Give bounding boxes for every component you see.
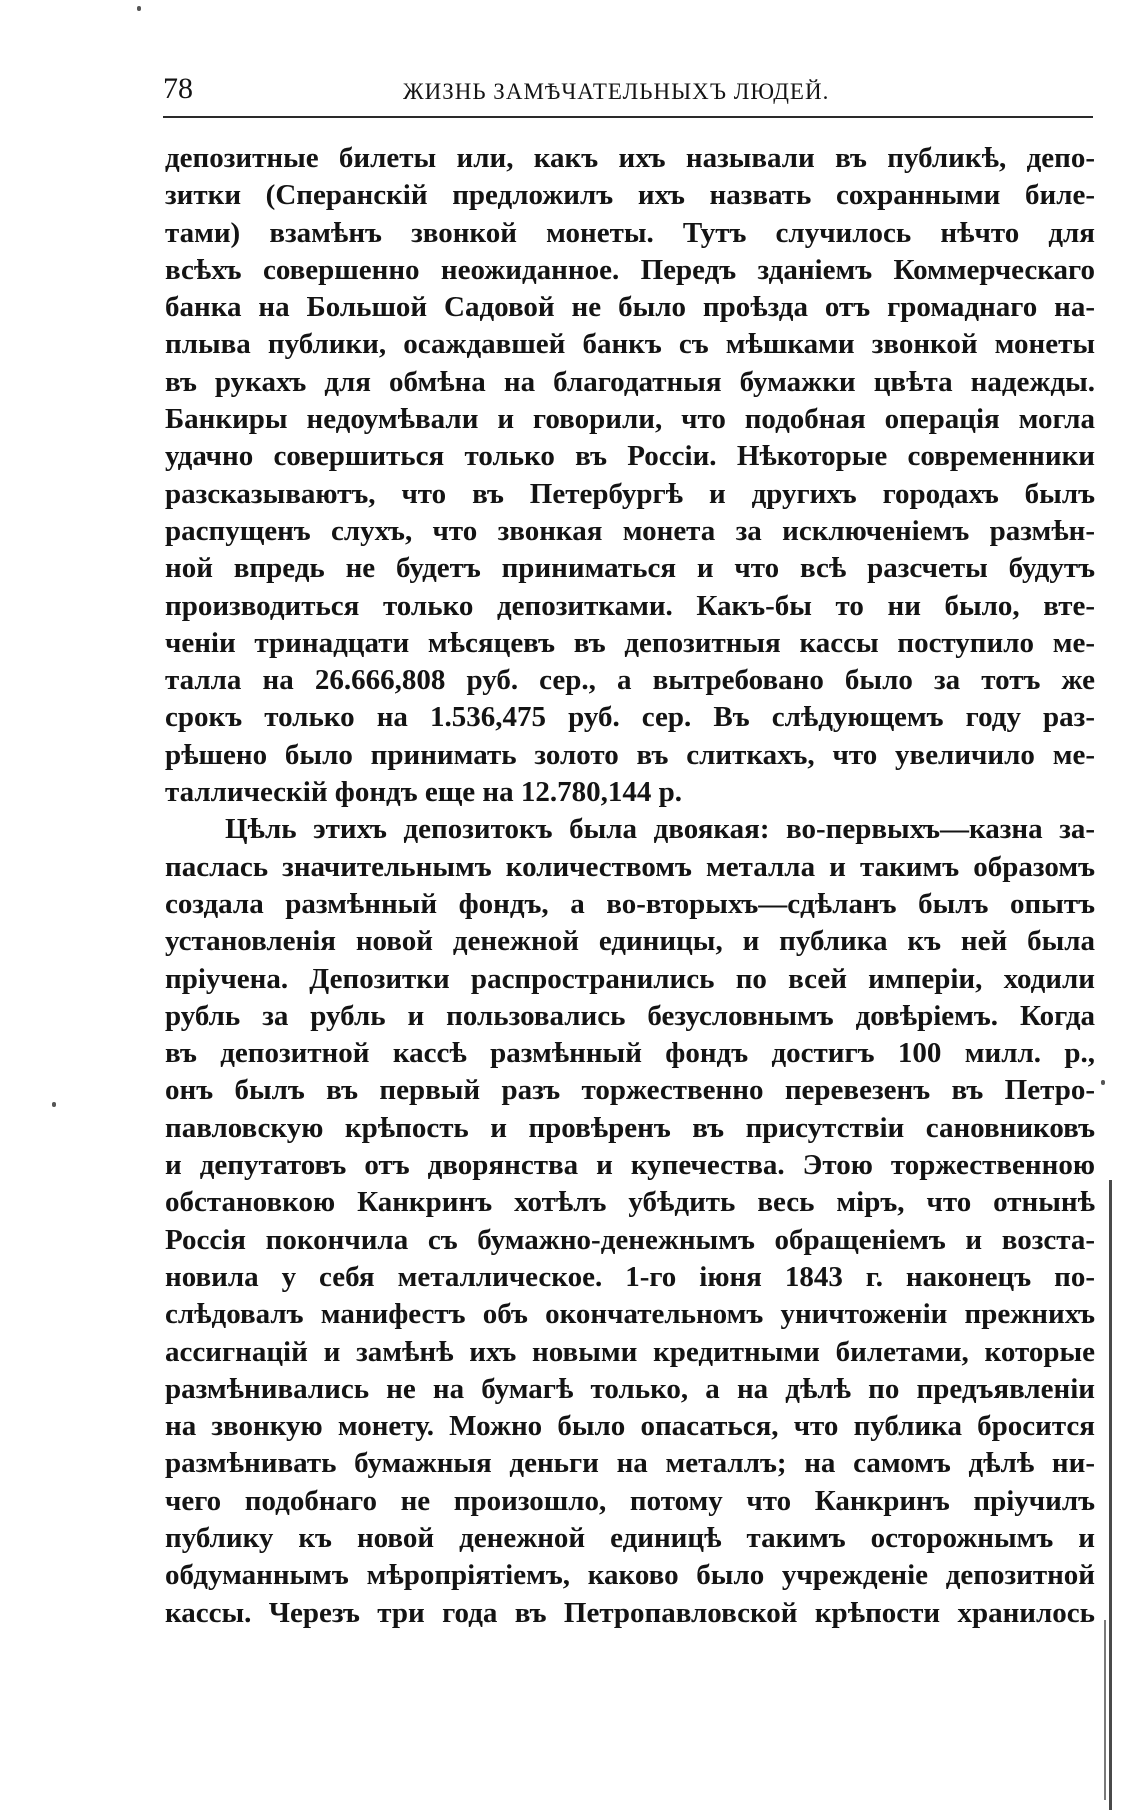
text-line: таллическій фондъ еще на 12.780,144 р. <box>165 776 682 809</box>
text-line: срокъ только на 1.536,475 руб. сер. Въ слѣдующемъ году раз- <box>165 701 1095 734</box>
text-line: установленія новой денежной единицы, и публика къ ней была <box>165 925 1095 958</box>
text-line: рубль за рубль и пользовались безусловнымъ довѣріемъ. Когда <box>165 999 1095 1032</box>
text-line: онъ былъ въ первый разъ торжественно перевезенъ въ Петро- <box>165 1074 1095 1107</box>
scan-edge-line <box>1109 1180 1112 1810</box>
text-line: всѣхъ совершенно неожиданное. Передъ зданіемъ Коммерческаго <box>165 253 1095 286</box>
text-line: Россія покончила съ бумажно-денежнымъ обращеніемъ и возста- <box>165 1223 1095 1256</box>
text-line: публику къ новой денежной единицѣ такимъ осторожнымъ и <box>165 1521 1095 1554</box>
text-line: тами) взамѣнъ звонкой монеты. Тутъ случилось нѣчто для <box>165 216 1095 249</box>
text-line: ной впредь не будетъ приниматься и что всѣ разсчеты будутъ <box>165 552 1095 585</box>
text-line: рѣшено было принимать золото въ слиткахъ, что увеличило ме- <box>165 738 1095 771</box>
running-title: ЖИЗНЬ ЗАМѢЧАТЕЛЬНЫХЪ ЛЮДЕЙ. <box>403 79 830 104</box>
text-line: ченіи тринадцати мѣсяцевъ въ депозитныя кассы поступило ме- <box>165 626 1095 659</box>
scan-speck <box>1101 1080 1105 1085</box>
page-number: 78 <box>163 72 193 105</box>
text-line: чего подобнаго не произошло, потому что Канкринъ пріучилъ <box>165 1484 1095 1517</box>
scan-speck <box>137 6 141 11</box>
text-line: зитки (Сперанскій предложилъ ихъ назвать сохранными биле- <box>165 179 1095 212</box>
scan-edge-shadow <box>1104 1620 1106 1800</box>
text-line: кассы. Черезъ три года въ Петропавловской крѣпости хранилось <box>165 1596 1095 1629</box>
text-line: распущенъ слухъ, что звонкая монета за исключеніемъ размѣн- <box>165 514 1095 547</box>
text-line: плыва публики, осаждавшей банкъ съ мѣшками звонкой монеты <box>165 328 1095 361</box>
text-line: банка на Большой Садовой не было проѣзда отъ громаднаго на- <box>165 291 1095 324</box>
text-line: ассигнацій и замѣнѣ ихъ новыми кредитными билетами, которые <box>165 1335 1095 1368</box>
text-line: обдуманнымъ мѣропріятіемъ, каково было учрежденіе депозитной <box>165 1559 1095 1592</box>
text-line: разсказываютъ, что въ Петербургѣ и другихъ городахъ былъ <box>165 477 1095 510</box>
page-header <box>163 72 1093 114</box>
text-line: паслась значительнымъ количествомъ металла и такимъ образомъ <box>165 850 1095 883</box>
text-line: производиться только депозитками. Какъ-бы то ни было, вте- <box>165 589 1095 622</box>
text-line: пріучена. Депозитки распространились по всей имперіи, ходили <box>165 962 1095 995</box>
text-line: въ рукахъ для обмѣна на благодатныя бумажки цвѣта надежды. <box>165 365 1095 398</box>
text-line: павловскую крѣпость и провѣренъ въ присутствіи сановниковъ <box>165 1111 1095 1144</box>
text-line: создала размѣнный фондъ, а во-вторыхъ—сдѣланъ былъ опытъ <box>165 887 1095 920</box>
text-line: размѣнивались не на бумагѣ только, а на дѣлѣ по предъявленіи <box>165 1372 1095 1405</box>
text-line: слѣдовалъ манифестъ объ окончательномъ уничтоженіи прежнихъ <box>165 1298 1095 1331</box>
body-text <box>165 140 1095 1632</box>
text-line: обстановкою Канкринъ хотѣлъ убѣдить весь міръ, что отнынѣ <box>165 1186 1095 1219</box>
text-line: въ депозитной кассѣ размѣнный фондъ достигъ 100 милл. р., <box>165 1037 1095 1070</box>
paragraph-1 <box>165 140 1095 811</box>
scan-speck <box>52 1102 56 1107</box>
text-line: депозитные билеты или, какъ ихъ называли въ публикѣ, депо- <box>165 142 1095 174</box>
header-rule <box>163 116 1093 118</box>
text-line: Цѣль этихъ депозитокъ была двоякая: во-первыхъ—казна за- <box>225 813 1095 846</box>
paragraph-2 <box>165 811 1095 1632</box>
text-line: и депутатовъ отъ дворянства и купечества. Этою торжественною <box>165 1149 1095 1182</box>
text-line: новила у себя металлическое. 1-го іюня 1843 г. наконецъ по- <box>165 1260 1095 1293</box>
text-line: Банкиры недоумѣвали и говорили, что подобная операція могла <box>165 403 1095 436</box>
text-line: талла на 26.666,808 руб. сер., а вытребовано было за тотъ же <box>165 664 1095 697</box>
text-line: удачно совершиться только въ Россіи. Нѣкоторые современники <box>165 440 1095 473</box>
text-line: размѣнивать бумажныя деньги на металлъ; на самомъ дѣлѣ ни- <box>165 1447 1095 1480</box>
text-line: на звонкую монету. Можно было опасаться, что публика бросится <box>165 1410 1095 1443</box>
